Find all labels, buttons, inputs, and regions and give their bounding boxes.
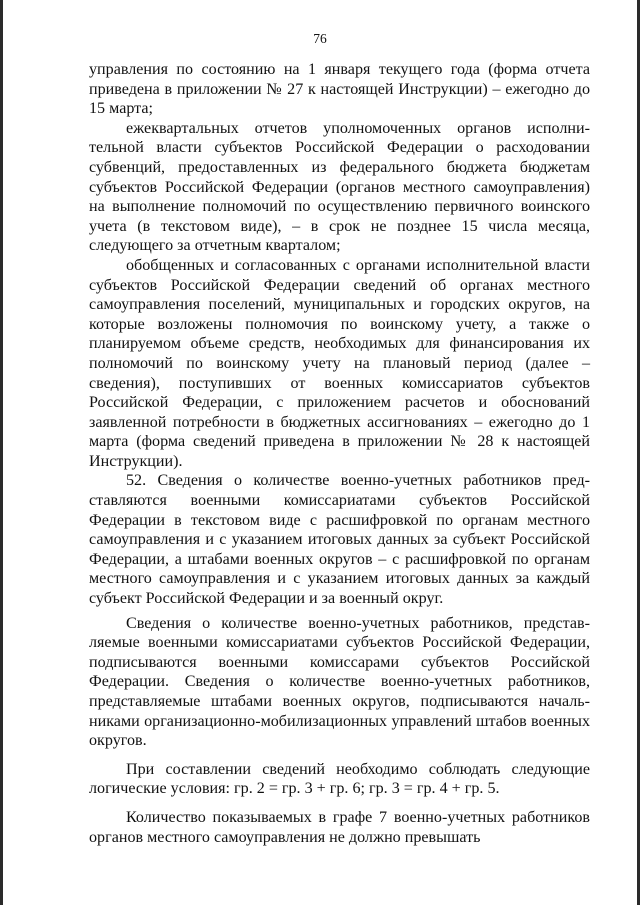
paragraph-summary-information: обобщенных и согласованных с органами исполнительной власти субъектов Российской Федерации сведений об органах местного самоуправления поселений, муниципальных и городских округов, на которые возложены полномочия по воинскому учету, а также о планируемом объеме средств, необходимых для финансирования их полномочий по воинскому учету на плановый период (далее – сведения), поступивших от военных комиссариатов субъектов Российской Федерации, с приложением расчетов и обоснований заявленной потребности в бюджетных ассигнованиях – ежегодно до 1 марта (форма сведений приведена в приложении № 28 к настоящей Инструкции). bbox=[89, 256, 590, 470]
paragraph-logical-conditions: При составлении сведений необходимо соблюдать следующие логические условия: гр. 2 = гр. 3 + гр. 6; гр. 3 = гр. 4 + гр. 5. bbox=[89, 760, 590, 798]
paragraph-column-7-limit: Количество показываемых в графе 7 военно-учетных работников органов местного самоуправления не должно превышать bbox=[89, 808, 590, 846]
scan-edge-left bbox=[0, 0, 3, 905]
paragraph-item-52: 52. Сведения о количестве военно-учетных работников представляются военными комиссариатами субъектов Российской Федерации в текстовом виде с расшифровкой по органам местного самоуправления и с указанием итоговых данных за субъект Российской Федерации, а штабами военных округов – с расшифровкой по органам местного самоуправления и с указанием итоговых данных за каждый субъект Российской Федерации и за военный округ. bbox=[89, 472, 590, 608]
paragraph-signatures: Сведения о количестве военно-учетных работников, представляемые военными комиссариатами субъектов Российской Федерации, подписываются военными комиссарами субъектов Российской Федерации. Сведения о количестве военно-учетных работников, представляемые штабами военных округов, подписываются начальниками организационно-мобилизационных управлений штабов военных округов. bbox=[89, 614, 590, 750]
page-number: 76 bbox=[313, 31, 327, 46]
document-body bbox=[89, 60, 590, 847]
paragraph-continuation: управления по состоянию на 1 января текущего года (форма отчета приведена в приложении № 27 к настоящей Инструкции) – ежегодно до 15 марта; bbox=[89, 61, 590, 118]
paragraph-quarterly-reports: ежеквартальных отчетов уполномоченных органов исполнительной власти субъектов Российской Федерации о расходовании субвенций, предоставленных из федерального бюджета бюджетам субъектов Российской Федерации (органов местного самоуправления) на выполнение полномочий по осуществлению первичного воинского учета (в текстовом виде), – в срок не позднее 15 числа месяца, следующего за отчетным кварталом; bbox=[89, 119, 590, 255]
